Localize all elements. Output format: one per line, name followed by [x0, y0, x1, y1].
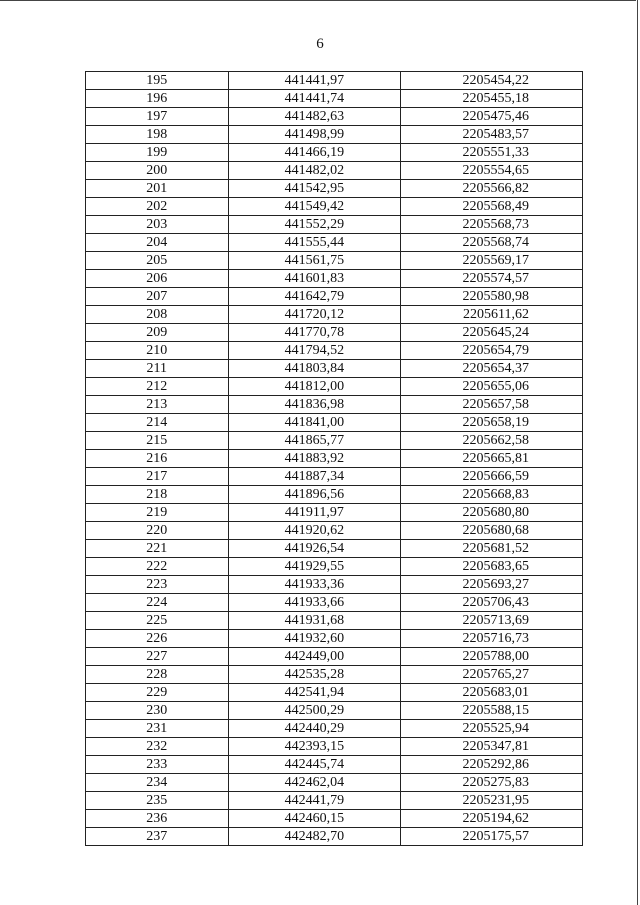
x-coordinate-cell: 441441,97 [228, 72, 401, 90]
y-coordinate-cell: 2205665,81 [401, 450, 583, 468]
x-coordinate-cell: 441841,00 [228, 414, 401, 432]
point-number-cell: 229 [86, 684, 229, 702]
table-row [86, 126, 583, 144]
x-coordinate-cell: 441555,44 [228, 234, 401, 252]
table-row [86, 180, 583, 198]
table-row [86, 612, 583, 630]
point-number-cell: 217 [86, 468, 229, 486]
table-row [86, 594, 583, 612]
point-number-cell: 206 [86, 270, 229, 288]
x-coordinate-cell: 441561,75 [228, 252, 401, 270]
table-row [86, 540, 583, 558]
x-coordinate-cell: 441794,52 [228, 342, 401, 360]
table-row [86, 486, 583, 504]
table-row [86, 576, 583, 594]
point-number-cell: 237 [86, 828, 229, 846]
y-coordinate-cell: 2205788,00 [401, 648, 583, 666]
table-row [86, 216, 583, 234]
point-number-cell: 216 [86, 450, 229, 468]
point-number-cell: 214 [86, 414, 229, 432]
x-coordinate-cell: 441836,98 [228, 396, 401, 414]
y-coordinate-cell: 2205765,27 [401, 666, 583, 684]
table-row [86, 108, 583, 126]
y-coordinate-cell: 2205668,83 [401, 486, 583, 504]
y-coordinate-cell: 2205568,49 [401, 198, 583, 216]
page-number: 6 [316, 36, 324, 52]
point-number-cell: 197 [86, 108, 229, 126]
table-row [86, 504, 583, 522]
point-number-cell: 213 [86, 396, 229, 414]
point-number-cell: 207 [86, 288, 229, 306]
point-number-cell: 224 [86, 594, 229, 612]
point-number-cell: 223 [86, 576, 229, 594]
table-row [86, 558, 583, 576]
x-coordinate-cell: 441896,56 [228, 486, 401, 504]
x-coordinate-cell: 441887,34 [228, 468, 401, 486]
x-coordinate-cell: 441642,79 [228, 288, 401, 306]
point-number-cell: 219 [86, 504, 229, 522]
point-number-cell: 209 [86, 324, 229, 342]
y-coordinate-cell: 2205275,83 [401, 774, 583, 792]
point-number-cell: 221 [86, 540, 229, 558]
y-coordinate-cell: 2205568,73 [401, 216, 583, 234]
y-coordinate-cell: 2205483,57 [401, 126, 583, 144]
point-number-cell: 204 [86, 234, 229, 252]
x-coordinate-cell: 441482,63 [228, 108, 401, 126]
y-coordinate-cell: 2205574,57 [401, 270, 583, 288]
point-number-cell: 233 [86, 756, 229, 774]
table-row [86, 810, 583, 828]
y-coordinate-cell: 2205662,58 [401, 432, 583, 450]
table-row [86, 360, 583, 378]
table-row [86, 162, 583, 180]
table-row [86, 72, 583, 90]
table-row [86, 288, 583, 306]
y-coordinate-cell: 2205175,57 [401, 828, 583, 846]
x-coordinate-cell: 441498,99 [228, 126, 401, 144]
y-coordinate-cell: 2205475,46 [401, 108, 583, 126]
point-number-cell: 235 [86, 792, 229, 810]
x-coordinate-cell: 441883,92 [228, 450, 401, 468]
point-number-cell: 226 [86, 630, 229, 648]
point-number-cell: 199 [86, 144, 229, 162]
x-coordinate-cell: 441929,55 [228, 558, 401, 576]
point-number-cell: 230 [86, 702, 229, 720]
table-row [86, 90, 583, 108]
y-coordinate-cell: 2205455,18 [401, 90, 583, 108]
table-row [86, 198, 583, 216]
x-coordinate-cell: 442482,70 [228, 828, 401, 846]
point-number-cell: 208 [86, 306, 229, 324]
y-coordinate-cell: 2205292,86 [401, 756, 583, 774]
x-coordinate-cell: 442541,94 [228, 684, 401, 702]
table-row [86, 324, 583, 342]
x-coordinate-cell: 442500,29 [228, 702, 401, 720]
y-coordinate-cell: 2205588,15 [401, 702, 583, 720]
x-coordinate-cell: 442462,04 [228, 774, 401, 792]
x-coordinate-cell: 441933,66 [228, 594, 401, 612]
y-coordinate-cell: 2205551,33 [401, 144, 583, 162]
table-row [86, 702, 583, 720]
point-number-cell: 225 [86, 612, 229, 630]
x-coordinate-cell: 441482,02 [228, 162, 401, 180]
point-number-cell: 198 [86, 126, 229, 144]
y-coordinate-cell: 2205231,95 [401, 792, 583, 810]
table-row [86, 468, 583, 486]
x-coordinate-cell: 442449,00 [228, 648, 401, 666]
x-coordinate-cell: 441920,62 [228, 522, 401, 540]
y-coordinate-cell: 2205666,59 [401, 468, 583, 486]
y-coordinate-cell: 2205654,37 [401, 360, 583, 378]
table-row [86, 414, 583, 432]
table-row [86, 378, 583, 396]
y-coordinate-cell: 2205683,65 [401, 558, 583, 576]
y-coordinate-cell: 2205693,27 [401, 576, 583, 594]
point-number-cell: 211 [86, 360, 229, 378]
y-coordinate-cell: 2205706,43 [401, 594, 583, 612]
x-coordinate-cell: 441865,77 [228, 432, 401, 450]
x-coordinate-cell: 441601,83 [228, 270, 401, 288]
point-number-cell: 215 [86, 432, 229, 450]
x-coordinate-cell: 441542,95 [228, 180, 401, 198]
x-coordinate-cell: 441932,60 [228, 630, 401, 648]
x-coordinate-cell: 441803,84 [228, 360, 401, 378]
y-coordinate-cell: 2205657,58 [401, 396, 583, 414]
point-number-cell: 232 [86, 738, 229, 756]
page-border-top [0, 0, 636, 1]
coordinates-table [85, 71, 583, 846]
point-number-cell: 236 [86, 810, 229, 828]
table-row [86, 306, 583, 324]
y-coordinate-cell: 2205680,68 [401, 522, 583, 540]
y-coordinate-cell: 2205566,82 [401, 180, 583, 198]
table-row [86, 738, 583, 756]
x-coordinate-cell: 442535,28 [228, 666, 401, 684]
table-row [86, 234, 583, 252]
y-coordinate-cell: 2205654,79 [401, 342, 583, 360]
point-number-cell: 205 [86, 252, 229, 270]
x-coordinate-cell: 441911,97 [228, 504, 401, 522]
point-number-cell: 202 [86, 198, 229, 216]
table-row [86, 828, 583, 846]
point-number-cell: 220 [86, 522, 229, 540]
table-row [86, 684, 583, 702]
x-coordinate-cell: 442393,15 [228, 738, 401, 756]
table-row [86, 432, 583, 450]
point-number-cell: 228 [86, 666, 229, 684]
y-coordinate-cell: 2205525,94 [401, 720, 583, 738]
x-coordinate-cell: 442460,15 [228, 810, 401, 828]
y-coordinate-cell: 2205645,24 [401, 324, 583, 342]
x-coordinate-cell: 441770,78 [228, 324, 401, 342]
table-row [86, 720, 583, 738]
point-number-cell: 195 [86, 72, 229, 90]
y-coordinate-cell: 2205554,65 [401, 162, 583, 180]
table-row [86, 342, 583, 360]
y-coordinate-cell: 2205347,81 [401, 738, 583, 756]
table-row [86, 792, 583, 810]
point-number-cell: 200 [86, 162, 229, 180]
y-coordinate-cell: 2205713,69 [401, 612, 583, 630]
y-coordinate-cell: 2205658,19 [401, 414, 583, 432]
y-coordinate-cell: 2205680,80 [401, 504, 583, 522]
point-number-cell: 210 [86, 342, 229, 360]
y-coordinate-cell: 2205655,06 [401, 378, 583, 396]
x-coordinate-cell: 442445,74 [228, 756, 401, 774]
x-coordinate-cell: 441549,42 [228, 198, 401, 216]
y-coordinate-cell: 2205683,01 [401, 684, 583, 702]
table-row [86, 396, 583, 414]
y-coordinate-cell: 2205611,62 [401, 306, 583, 324]
x-coordinate-cell: 442440,29 [228, 720, 401, 738]
y-coordinate-cell: 2205454,22 [401, 72, 583, 90]
point-number-cell: 212 [86, 378, 229, 396]
page-border-right [637, 0, 638, 905]
table-row [86, 666, 583, 684]
point-number-cell: 231 [86, 720, 229, 738]
point-number-cell: 234 [86, 774, 229, 792]
table-row [86, 450, 583, 468]
y-coordinate-cell: 2205568,74 [401, 234, 583, 252]
x-coordinate-cell: 441552,29 [228, 216, 401, 234]
table-row [86, 630, 583, 648]
x-coordinate-cell: 442441,79 [228, 792, 401, 810]
table-row [86, 252, 583, 270]
y-coordinate-cell: 2205194,62 [401, 810, 583, 828]
x-coordinate-cell: 441931,68 [228, 612, 401, 630]
y-coordinate-cell: 2205580,98 [401, 288, 583, 306]
x-coordinate-cell: 441812,00 [228, 378, 401, 396]
y-coordinate-cell: 2205569,17 [401, 252, 583, 270]
y-coordinate-cell: 2205681,52 [401, 540, 583, 558]
table-row [86, 756, 583, 774]
x-coordinate-cell: 441720,12 [228, 306, 401, 324]
x-coordinate-cell: 441441,74 [228, 90, 401, 108]
point-number-cell: 196 [86, 90, 229, 108]
x-coordinate-cell: 441933,36 [228, 576, 401, 594]
table-row [86, 648, 583, 666]
x-coordinate-cell: 441466,19 [228, 144, 401, 162]
table-row [86, 270, 583, 288]
table-row [86, 522, 583, 540]
y-coordinate-cell: 2205716,73 [401, 630, 583, 648]
coordinates-table-body [86, 72, 583, 846]
table-row [86, 144, 583, 162]
x-coordinate-cell: 441926,54 [228, 540, 401, 558]
table-row [86, 774, 583, 792]
point-number-cell: 222 [86, 558, 229, 576]
point-number-cell: 218 [86, 486, 229, 504]
point-number-cell: 201 [86, 180, 229, 198]
point-number-cell: 203 [86, 216, 229, 234]
point-number-cell: 227 [86, 648, 229, 666]
